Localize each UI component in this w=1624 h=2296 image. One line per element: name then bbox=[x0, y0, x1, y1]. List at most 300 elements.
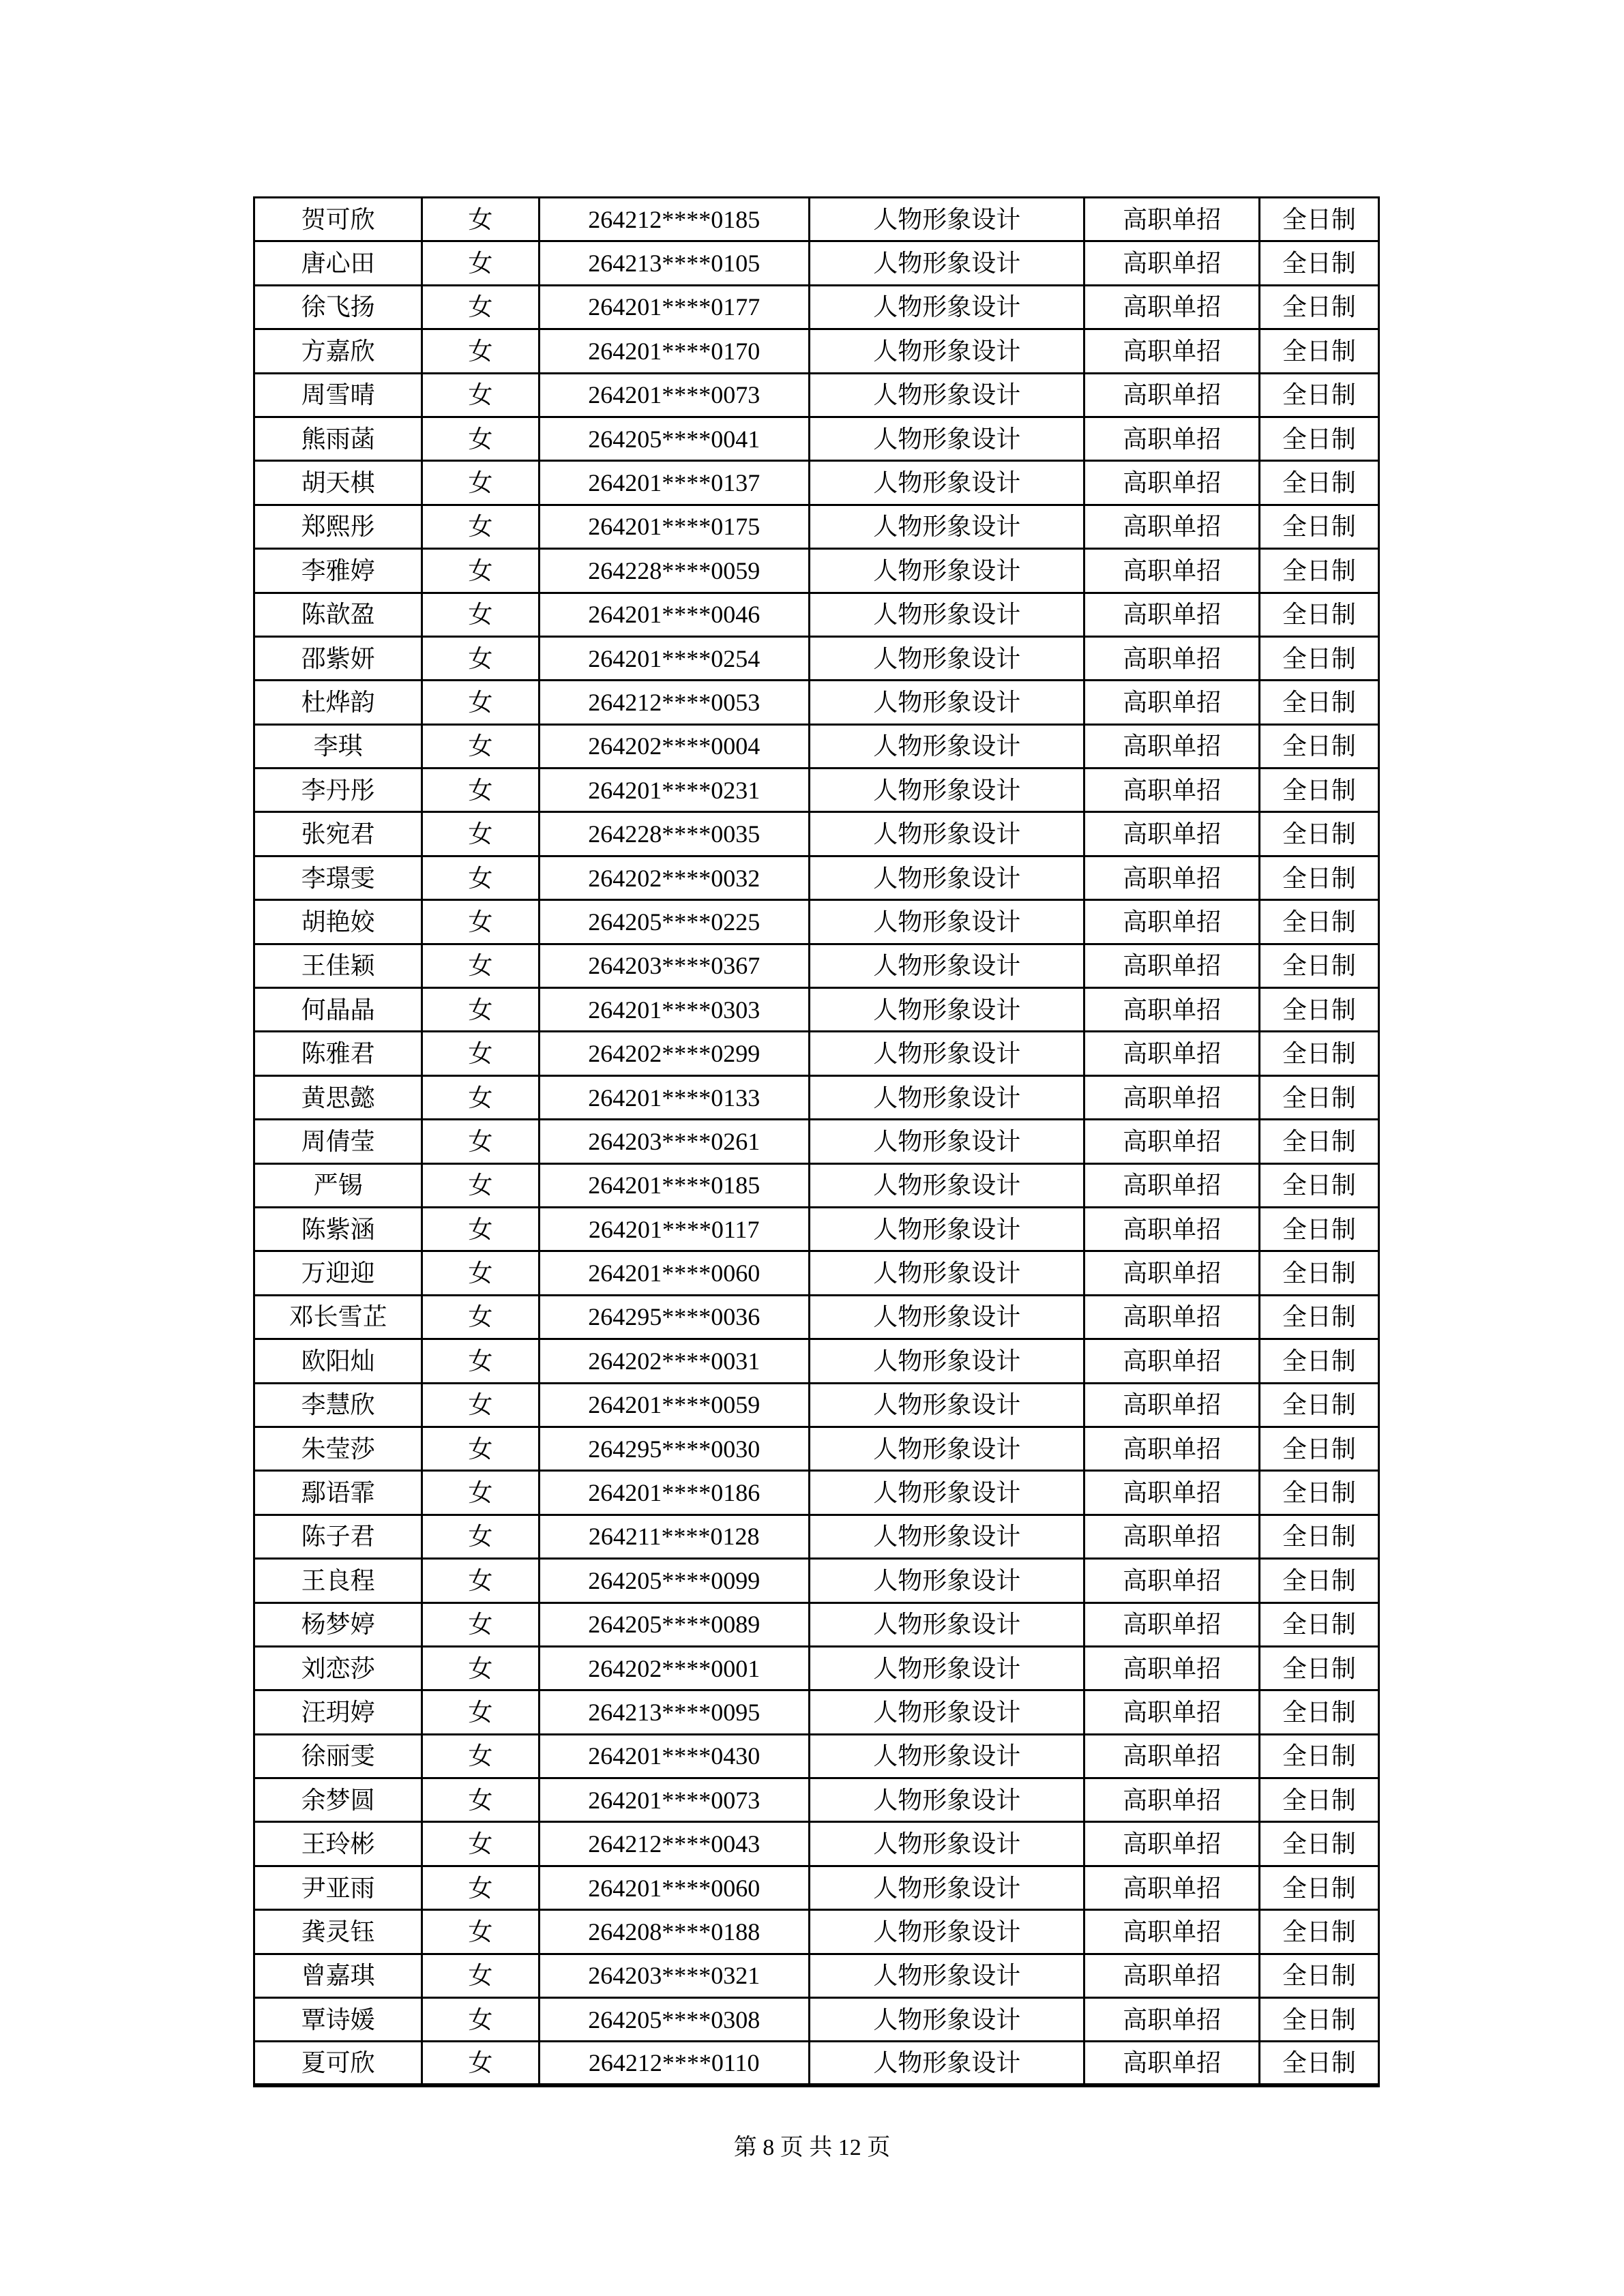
cell-admission-type: 高职单招 bbox=[1084, 1383, 1259, 1427]
cell-id-number: 264203****0321 bbox=[539, 1954, 809, 1997]
cell-id-number: 264203****0261 bbox=[539, 1120, 809, 1163]
cell-admission-type: 高职单招 bbox=[1084, 549, 1259, 593]
cell-gender: 女 bbox=[422, 1075, 539, 1119]
cell-study-mode: 全日制 bbox=[1259, 1295, 1378, 1339]
cell-id-number: 264202****0001 bbox=[539, 1646, 809, 1690]
cell-gender: 女 bbox=[422, 373, 539, 417]
table-row bbox=[254, 1471, 1379, 1515]
table-row bbox=[254, 1515, 1379, 1558]
cell-id-number: 264211****0128 bbox=[539, 1515, 809, 1558]
cell-name: 陈雅君 bbox=[254, 1032, 422, 1075]
cell-name: 李丹彤 bbox=[254, 769, 422, 812]
cell-name: 方嘉欣 bbox=[254, 329, 422, 373]
cell-major: 人物形象设计 bbox=[809, 285, 1084, 329]
cell-gender: 女 bbox=[422, 1207, 539, 1251]
cell-major: 人物形象设计 bbox=[809, 505, 1084, 548]
table-row bbox=[254, 285, 1379, 329]
cell-name: 张宛君 bbox=[254, 812, 422, 856]
cell-name: 胡天棋 bbox=[254, 461, 422, 505]
cell-name: 夏可欣 bbox=[254, 2042, 422, 2085]
table-row bbox=[254, 1998, 1379, 2042]
cell-gender: 女 bbox=[422, 1910, 539, 1954]
cell-major: 人物形象设计 bbox=[809, 417, 1084, 460]
cell-id-number: 264201****0137 bbox=[539, 461, 809, 505]
cell-admission-type: 高职单招 bbox=[1084, 1690, 1259, 1734]
cell-id-number: 264212****0043 bbox=[539, 1822, 809, 1866]
cell-study-mode: 全日制 bbox=[1259, 1075, 1378, 1119]
cell-admission-type: 高职单招 bbox=[1084, 1822, 1259, 1866]
cell-major: 人物形象设计 bbox=[809, 1690, 1084, 1734]
cell-id-number: 264202****0032 bbox=[539, 856, 809, 899]
cell-name: 陈子君 bbox=[254, 1515, 422, 1558]
cell-id-number: 264295****0030 bbox=[539, 1427, 809, 1470]
cell-gender: 女 bbox=[422, 2042, 539, 2085]
cell-gender: 女 bbox=[422, 1998, 539, 2042]
cell-study-mode: 全日制 bbox=[1259, 1646, 1378, 1690]
cell-study-mode: 全日制 bbox=[1259, 1910, 1378, 1954]
cell-admission-type: 高职单招 bbox=[1084, 1954, 1259, 1997]
cell-study-mode: 全日制 bbox=[1259, 1690, 1378, 1734]
cell-study-mode: 全日制 bbox=[1259, 461, 1378, 505]
cell-name: 王良程 bbox=[254, 1559, 422, 1602]
table-row bbox=[254, 329, 1379, 373]
cell-study-mode: 全日制 bbox=[1259, 724, 1378, 768]
cell-admission-type: 高职单招 bbox=[1084, 1120, 1259, 1163]
cell-name: 陈紫涵 bbox=[254, 1207, 422, 1251]
cell-major: 人物形象设计 bbox=[809, 1515, 1084, 1558]
table-row bbox=[254, 1207, 1379, 1251]
cell-major: 人物形象设计 bbox=[809, 681, 1084, 724]
cell-gender: 女 bbox=[422, 1602, 539, 1646]
cell-id-number: 264202****0031 bbox=[539, 1339, 809, 1383]
cell-gender: 女 bbox=[422, 900, 539, 944]
cell-admission-type: 高职单招 bbox=[1084, 1998, 1259, 2042]
cell-id-number: 264205****0041 bbox=[539, 417, 809, 460]
cell-admission-type: 高职单招 bbox=[1084, 373, 1259, 417]
table-row bbox=[254, 198, 1379, 241]
cell-study-mode: 全日制 bbox=[1259, 373, 1378, 417]
cell-study-mode: 全日制 bbox=[1259, 1515, 1378, 1558]
cell-id-number: 264228****0059 bbox=[539, 549, 809, 593]
cell-id-number: 264201****0060 bbox=[539, 1866, 809, 1909]
cell-admission-type: 高职单招 bbox=[1084, 329, 1259, 373]
cell-id-number: 264202****0299 bbox=[539, 1032, 809, 1075]
cell-study-mode: 全日制 bbox=[1259, 1734, 1378, 1778]
cell-gender: 女 bbox=[422, 198, 539, 241]
cell-gender: 女 bbox=[422, 593, 539, 636]
cell-gender: 女 bbox=[422, 1032, 539, 1075]
cell-major: 人物形象设计 bbox=[809, 1954, 1084, 1997]
cell-study-mode: 全日制 bbox=[1259, 1471, 1378, 1515]
cell-admission-type: 高职单招 bbox=[1084, 505, 1259, 548]
table-row bbox=[254, 1427, 1379, 1470]
cell-major: 人物形象设计 bbox=[809, 241, 1084, 285]
cell-study-mode: 全日制 bbox=[1259, 856, 1378, 899]
cell-id-number: 264201****0177 bbox=[539, 285, 809, 329]
cell-major: 人物形象设计 bbox=[809, 724, 1084, 768]
cell-gender: 女 bbox=[422, 1251, 539, 1295]
cell-admission-type: 高职单招 bbox=[1084, 1734, 1259, 1778]
cell-study-mode: 全日制 bbox=[1259, 2042, 1378, 2085]
cell-admission-type: 高职单招 bbox=[1084, 1866, 1259, 1909]
table-row bbox=[254, 2042, 1379, 2085]
cell-name: 熊雨菡 bbox=[254, 417, 422, 460]
cell-gender: 女 bbox=[422, 241, 539, 285]
cell-name: 余梦圆 bbox=[254, 1778, 422, 1822]
cell-name: 杜烨韵 bbox=[254, 681, 422, 724]
cell-study-mode: 全日制 bbox=[1259, 636, 1378, 680]
cell-major: 人物形象设计 bbox=[809, 1075, 1084, 1119]
cell-major: 人物形象设计 bbox=[809, 1295, 1084, 1339]
table-row bbox=[254, 505, 1379, 548]
cell-id-number: 264213****0095 bbox=[539, 1690, 809, 1734]
cell-major: 人物形象设计 bbox=[809, 1734, 1084, 1778]
cell-gender: 女 bbox=[422, 724, 539, 768]
cell-major: 人物形象设计 bbox=[809, 1602, 1084, 1646]
cell-major: 人物形象设计 bbox=[809, 1559, 1084, 1602]
cell-gender: 女 bbox=[422, 329, 539, 373]
cell-study-mode: 全日制 bbox=[1259, 285, 1378, 329]
cell-name: 王佳颖 bbox=[254, 944, 422, 987]
cell-id-number: 264201****0073 bbox=[539, 1778, 809, 1822]
table-row bbox=[254, 1822, 1379, 1866]
cell-admission-type: 高职单招 bbox=[1084, 2042, 1259, 2085]
cell-name: 龚灵钰 bbox=[254, 1910, 422, 1954]
table-row bbox=[254, 1295, 1379, 1339]
cell-major: 人物形象设计 bbox=[809, 1866, 1084, 1909]
cell-major: 人物形象设计 bbox=[809, 1383, 1084, 1427]
cell-major: 人物形象设计 bbox=[809, 329, 1084, 373]
cell-study-mode: 全日制 bbox=[1259, 1339, 1378, 1383]
cell-admission-type: 高职单招 bbox=[1084, 1910, 1259, 1954]
student-roster-table bbox=[253, 196, 1380, 2087]
cell-id-number: 264205****0308 bbox=[539, 1998, 809, 2042]
cell-study-mode: 全日制 bbox=[1259, 241, 1378, 285]
cell-admission-type: 高职单招 bbox=[1084, 1646, 1259, 1690]
cell-admission-type: 高职单招 bbox=[1084, 461, 1259, 505]
table-row bbox=[254, 1602, 1379, 1646]
cell-major: 人物形象设计 bbox=[809, 1471, 1084, 1515]
cell-gender: 女 bbox=[422, 285, 539, 329]
cell-gender: 女 bbox=[422, 988, 539, 1032]
cell-major: 人物形象设计 bbox=[809, 549, 1084, 593]
cell-admission-type: 高职单招 bbox=[1084, 1032, 1259, 1075]
cell-gender: 女 bbox=[422, 549, 539, 593]
table-row bbox=[254, 724, 1379, 768]
cell-id-number: 264205****0225 bbox=[539, 900, 809, 944]
cell-id-number: 264205****0089 bbox=[539, 1602, 809, 1646]
table-row bbox=[254, 1646, 1379, 1690]
cell-id-number: 264205****0099 bbox=[539, 1559, 809, 1602]
cell-study-mode: 全日制 bbox=[1259, 1251, 1378, 1295]
cell-major: 人物形象设计 bbox=[809, 1778, 1084, 1822]
table-row bbox=[254, 769, 1379, 812]
cell-gender: 女 bbox=[422, 1120, 539, 1163]
page-footer: 第 8 页 共 12 页 bbox=[733, 2135, 891, 2160]
cell-major: 人物形象设计 bbox=[809, 1427, 1084, 1470]
cell-gender: 女 bbox=[422, 417, 539, 460]
cell-study-mode: 全日制 bbox=[1259, 1822, 1378, 1866]
cell-gender: 女 bbox=[422, 769, 539, 812]
cell-study-mode: 全日制 bbox=[1259, 1032, 1378, 1075]
cell-study-mode: 全日制 bbox=[1259, 1207, 1378, 1251]
cell-name: 刘恋莎 bbox=[254, 1646, 422, 1690]
cell-name: 胡艳姣 bbox=[254, 900, 422, 944]
cell-gender: 女 bbox=[422, 1515, 539, 1558]
table-row bbox=[254, 1910, 1379, 1954]
cell-study-mode: 全日制 bbox=[1259, 681, 1378, 724]
table-row bbox=[254, 593, 1379, 636]
cell-gender: 女 bbox=[422, 856, 539, 899]
cell-id-number: 264228****0035 bbox=[539, 812, 809, 856]
cell-id-number: 264201****0254 bbox=[539, 636, 809, 680]
cell-gender: 女 bbox=[422, 1822, 539, 1866]
cell-major: 人物形象设计 bbox=[809, 593, 1084, 636]
cell-admission-type: 高职单招 bbox=[1084, 1251, 1259, 1295]
table-row bbox=[254, 1778, 1379, 1822]
cell-major: 人物形象设计 bbox=[809, 1646, 1084, 1690]
cell-id-number: 264201****0060 bbox=[539, 1251, 809, 1295]
cell-study-mode: 全日制 bbox=[1259, 1866, 1378, 1909]
cell-gender: 女 bbox=[422, 1163, 539, 1207]
cell-gender: 女 bbox=[422, 1866, 539, 1909]
cell-admission-type: 高职单招 bbox=[1084, 944, 1259, 987]
cell-name: 贺可欣 bbox=[254, 198, 422, 241]
cell-study-mode: 全日制 bbox=[1259, 1998, 1378, 2042]
cell-name: 唐心田 bbox=[254, 241, 422, 285]
cell-gender: 女 bbox=[422, 1690, 539, 1734]
cell-major: 人物形象设计 bbox=[809, 988, 1084, 1032]
cell-admission-type: 高职单招 bbox=[1084, 1471, 1259, 1515]
cell-name: 杨梦婷 bbox=[254, 1602, 422, 1646]
cell-major: 人物形象设计 bbox=[809, 1163, 1084, 1207]
cell-name: 邓长雪芷 bbox=[254, 1295, 422, 1339]
table-row bbox=[254, 1120, 1379, 1163]
cell-admission-type: 高职单招 bbox=[1084, 1427, 1259, 1470]
table-row bbox=[254, 1383, 1379, 1427]
cell-major: 人物形象设计 bbox=[809, 1822, 1084, 1866]
table-row bbox=[254, 417, 1379, 460]
table-row bbox=[254, 373, 1379, 417]
cell-id-number: 264201****0046 bbox=[539, 593, 809, 636]
cell-major: 人物形象设计 bbox=[809, 1120, 1084, 1163]
cell-major: 人物形象设计 bbox=[809, 1207, 1084, 1251]
table-row bbox=[254, 988, 1379, 1032]
cell-name: 郑熙彤 bbox=[254, 505, 422, 548]
cell-name: 何晶晶 bbox=[254, 988, 422, 1032]
table-row bbox=[254, 944, 1379, 987]
table-row bbox=[254, 1075, 1379, 1119]
cell-gender: 女 bbox=[422, 1339, 539, 1383]
cell-study-mode: 全日制 bbox=[1259, 593, 1378, 636]
cell-gender: 女 bbox=[422, 505, 539, 548]
cell-id-number: 264213****0105 bbox=[539, 241, 809, 285]
cell-id-number: 264201****0186 bbox=[539, 1471, 809, 1515]
cell-admission-type: 高职单招 bbox=[1084, 636, 1259, 680]
cell-major: 人物形象设计 bbox=[809, 769, 1084, 812]
cell-study-mode: 全日制 bbox=[1259, 1954, 1378, 1997]
table-row bbox=[254, 856, 1379, 899]
table-row bbox=[254, 549, 1379, 593]
cell-name: 鄢语霏 bbox=[254, 1471, 422, 1515]
cell-admission-type: 高职单招 bbox=[1084, 198, 1259, 241]
table-row bbox=[254, 636, 1379, 680]
cell-major: 人物形象设计 bbox=[809, 1998, 1084, 2042]
cell-major: 人物形象设计 bbox=[809, 1910, 1084, 1954]
cell-id-number: 264201****0303 bbox=[539, 988, 809, 1032]
cell-name: 李雅婷 bbox=[254, 549, 422, 593]
cell-name: 汪玥婷 bbox=[254, 1690, 422, 1734]
cell-admission-type: 高职单招 bbox=[1084, 241, 1259, 285]
cell-id-number: 264202****0004 bbox=[539, 724, 809, 768]
cell-name: 万迎迎 bbox=[254, 1251, 422, 1295]
cell-study-mode: 全日制 bbox=[1259, 988, 1378, 1032]
cell-id-number: 264201****0231 bbox=[539, 769, 809, 812]
student-roster-table-body bbox=[254, 198, 1379, 2086]
cell-admission-type: 高职单招 bbox=[1084, 593, 1259, 636]
cell-name: 李琪 bbox=[254, 724, 422, 768]
cell-admission-type: 高职单招 bbox=[1084, 681, 1259, 724]
cell-study-mode: 全日制 bbox=[1259, 549, 1378, 593]
table-row bbox=[254, 1866, 1379, 1909]
cell-study-mode: 全日制 bbox=[1259, 1427, 1378, 1470]
cell-gender: 女 bbox=[422, 812, 539, 856]
cell-name: 徐飞扬 bbox=[254, 285, 422, 329]
cell-name: 黄思懿 bbox=[254, 1075, 422, 1119]
table-row bbox=[254, 900, 1379, 944]
cell-gender: 女 bbox=[422, 1471, 539, 1515]
cell-study-mode: 全日制 bbox=[1259, 769, 1378, 812]
cell-id-number: 264212****0110 bbox=[539, 2042, 809, 2085]
table-row bbox=[254, 1339, 1379, 1383]
cell-admission-type: 高职单招 bbox=[1084, 1602, 1259, 1646]
cell-admission-type: 高职单招 bbox=[1084, 900, 1259, 944]
cell-id-number: 264201****0133 bbox=[539, 1075, 809, 1119]
table-row bbox=[254, 1559, 1379, 1602]
cell-gender: 女 bbox=[422, 1383, 539, 1427]
cell-study-mode: 全日制 bbox=[1259, 1120, 1378, 1163]
cell-gender: 女 bbox=[422, 1954, 539, 1997]
cell-study-mode: 全日制 bbox=[1259, 505, 1378, 548]
cell-id-number: 264212****0053 bbox=[539, 681, 809, 724]
cell-major: 人物形象设计 bbox=[809, 636, 1084, 680]
table-row bbox=[254, 1690, 1379, 1734]
cell-name: 尹亚雨 bbox=[254, 1866, 422, 1909]
cell-study-mode: 全日制 bbox=[1259, 900, 1378, 944]
cell-major: 人物形象设计 bbox=[809, 856, 1084, 899]
table-row bbox=[254, 461, 1379, 505]
cell-study-mode: 全日制 bbox=[1259, 812, 1378, 856]
cell-gender: 女 bbox=[422, 681, 539, 724]
cell-id-number: 264201****0117 bbox=[539, 1207, 809, 1251]
cell-name: 李慧欣 bbox=[254, 1383, 422, 1427]
cell-name: 严锡 bbox=[254, 1163, 422, 1207]
cell-name: 周雪晴 bbox=[254, 373, 422, 417]
cell-admission-type: 高职单招 bbox=[1084, 1163, 1259, 1207]
cell-major: 人物形象设计 bbox=[809, 1032, 1084, 1075]
cell-gender: 女 bbox=[422, 1559, 539, 1602]
cell-admission-type: 高职单招 bbox=[1084, 856, 1259, 899]
cell-admission-type: 高职单招 bbox=[1084, 285, 1259, 329]
table-row bbox=[254, 1032, 1379, 1075]
table-row bbox=[254, 241, 1379, 285]
cell-id-number: 264208****0188 bbox=[539, 1910, 809, 1954]
cell-major: 人物形象设计 bbox=[809, 198, 1084, 241]
cell-study-mode: 全日制 bbox=[1259, 1163, 1378, 1207]
table-row bbox=[254, 1734, 1379, 1778]
cell-study-mode: 全日制 bbox=[1259, 1559, 1378, 1602]
cell-major: 人物形象设计 bbox=[809, 1251, 1084, 1295]
cell-name: 徐丽雯 bbox=[254, 1734, 422, 1778]
cell-id-number: 264203****0367 bbox=[539, 944, 809, 987]
cell-gender: 女 bbox=[422, 1295, 539, 1339]
cell-name: 王玲彬 bbox=[254, 1822, 422, 1866]
cell-gender: 女 bbox=[422, 636, 539, 680]
cell-name: 周倩莹 bbox=[254, 1120, 422, 1163]
cell-name: 曾嘉琪 bbox=[254, 1954, 422, 1997]
cell-gender: 女 bbox=[422, 1734, 539, 1778]
cell-major: 人物形象设计 bbox=[809, 2042, 1084, 2085]
cell-name: 欧阳灿 bbox=[254, 1339, 422, 1383]
cell-major: 人物形象设计 bbox=[809, 944, 1084, 987]
cell-admission-type: 高职单招 bbox=[1084, 769, 1259, 812]
cell-study-mode: 全日制 bbox=[1259, 329, 1378, 373]
cell-study-mode: 全日制 bbox=[1259, 198, 1378, 241]
cell-name: 陈歆盈 bbox=[254, 593, 422, 636]
cell-id-number: 264201****0059 bbox=[539, 1383, 809, 1427]
cell-major: 人物形象设计 bbox=[809, 373, 1084, 417]
cell-admission-type: 高职单招 bbox=[1084, 988, 1259, 1032]
table-row bbox=[254, 812, 1379, 856]
cell-major: 人物形象设计 bbox=[809, 461, 1084, 505]
cell-study-mode: 全日制 bbox=[1259, 1602, 1378, 1646]
cell-admission-type: 高职单招 bbox=[1084, 1075, 1259, 1119]
cell-admission-type: 高职单招 bbox=[1084, 724, 1259, 768]
table-row bbox=[254, 1163, 1379, 1207]
cell-admission-type: 高职单招 bbox=[1084, 812, 1259, 856]
cell-id-number: 264201****0170 bbox=[539, 329, 809, 373]
cell-gender: 女 bbox=[422, 461, 539, 505]
cell-study-mode: 全日制 bbox=[1259, 1778, 1378, 1822]
cell-major: 人物形象设计 bbox=[809, 812, 1084, 856]
cell-gender: 女 bbox=[422, 1778, 539, 1822]
cell-admission-type: 高职单招 bbox=[1084, 1339, 1259, 1383]
cell-id-number: 264295****0036 bbox=[539, 1295, 809, 1339]
cell-study-mode: 全日制 bbox=[1259, 944, 1378, 987]
cell-id-number: 264201****0430 bbox=[539, 1734, 809, 1778]
cell-admission-type: 高职单招 bbox=[1084, 1515, 1259, 1558]
table-row bbox=[254, 1954, 1379, 1997]
cell-gender: 女 bbox=[422, 1427, 539, 1470]
cell-name: 覃诗媛 bbox=[254, 1998, 422, 2042]
cell-study-mode: 全日制 bbox=[1259, 417, 1378, 460]
cell-major: 人物形象设计 bbox=[809, 1339, 1084, 1383]
cell-name: 李璟雯 bbox=[254, 856, 422, 899]
cell-major: 人物形象设计 bbox=[809, 900, 1084, 944]
cell-admission-type: 高职单招 bbox=[1084, 1559, 1259, 1602]
cell-gender: 女 bbox=[422, 1646, 539, 1690]
cell-admission-type: 高职单招 bbox=[1084, 1295, 1259, 1339]
cell-admission-type: 高职单招 bbox=[1084, 1778, 1259, 1822]
cell-id-number: 264212****0185 bbox=[539, 198, 809, 241]
cell-admission-type: 高职单招 bbox=[1084, 1207, 1259, 1251]
cell-id-number: 264201****0185 bbox=[539, 1163, 809, 1207]
table-row bbox=[254, 1251, 1379, 1295]
cell-name: 朱莹莎 bbox=[254, 1427, 422, 1470]
cell-id-number: 264201****0073 bbox=[539, 373, 809, 417]
cell-gender: 女 bbox=[422, 944, 539, 987]
cell-admission-type: 高职单招 bbox=[1084, 417, 1259, 460]
